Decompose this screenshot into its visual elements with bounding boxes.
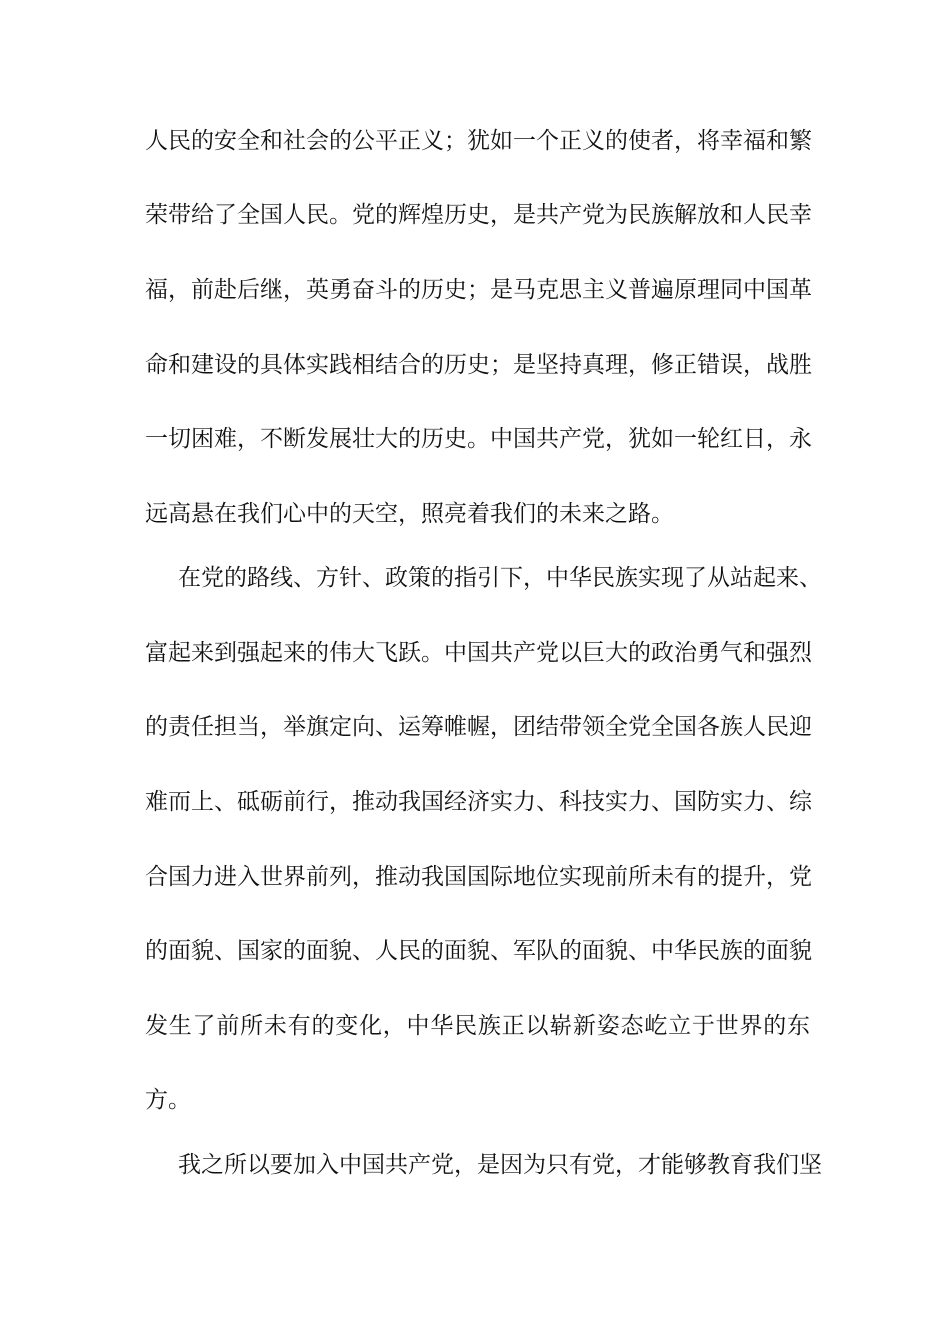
paragraph-line: 方。 (145, 1087, 191, 1113)
paragraph-line: 发生了前所未有的变化，中华民族正以崭新姿态屹立于世界的东 (145, 1013, 810, 1039)
paragraph-line: 远高悬在我们心中的天空，照亮着我们的未来之路。 (145, 501, 674, 527)
paragraph-line: 合国力进入世界前列，推动我国国际地位实现前所未有的提升，党 (145, 864, 812, 890)
paragraph-line: 在党的路线、方针、政策的指引下，中华民族实现了从站起来、 (178, 565, 822, 591)
paragraph-line: 的面貌、国家的面貌、人民的面貌、军队的面貌、中华民族的面貌 (145, 938, 812, 964)
paragraph-line: 的责任担当，举旗定向、运筹帷幄，团结带领全党全国各族人民迎 (145, 714, 812, 740)
paragraph-line: 难而上、砥砺前行，推动我国经济实力、科技实力、国防实力、综 (145, 789, 812, 815)
paragraph-line: 荣带给了全国人民。党的辉煌历史，是共产党为民族解放和人民幸 (145, 202, 812, 228)
paragraph-line: 一切困难，不断发展壮大的历史。中国共产党，犹如一轮红日，永 (145, 426, 812, 452)
paragraph-line: 人民的安全和社会的公平正义；犹如一个正义的使者，将幸福和繁 (145, 128, 812, 154)
paragraph-line: 命和建设的具体实践相结合的历史；是坚持真理，修正错误，战胜 (145, 352, 812, 378)
paragraph-line: 福，前赴后继，英勇奋斗的历史；是马克思主义普遍原理同中国革 (145, 277, 812, 303)
paragraph-line: 富起来到强起来的伟大飞跃。中国共产党以巨大的政治勇气和强烈 (145, 640, 812, 666)
paragraph-line: 我之所以要加入中国共产党，是因为只有党，才能够教育我们坚 (178, 1152, 822, 1178)
